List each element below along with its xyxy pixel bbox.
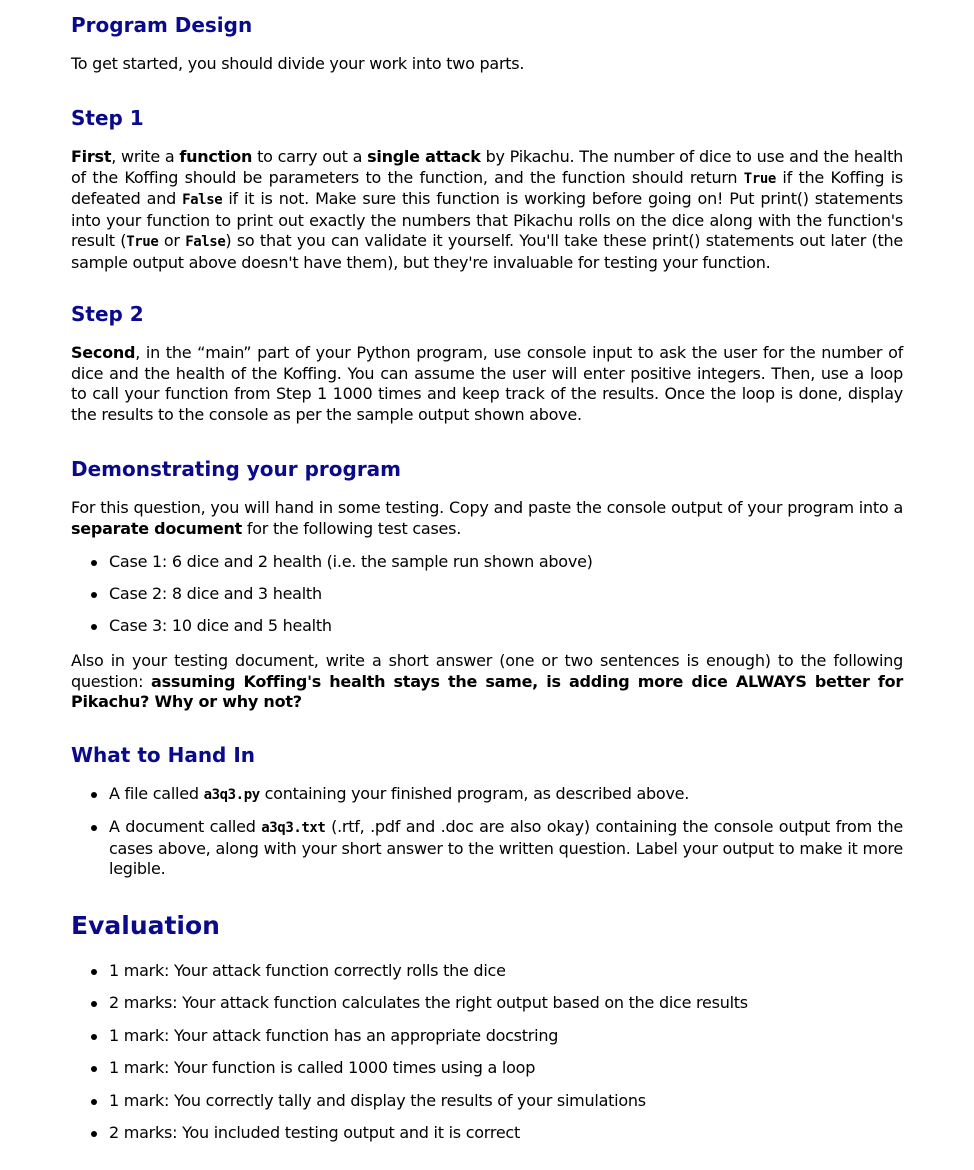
list-item: 1 mark: Your function is called 1000 times using a loop: [71, 1058, 903, 1079]
list-item: 1 mark: Your attack function has an appropriate docstring: [71, 1026, 903, 1047]
question-paragraph: Also in your testing document, write a short answer (one or two sentences is enough) to the following question: assuming Koffing's health stays the same, is adding more dice ALWAYS better for Pikachu? Why or why not?: [71, 651, 903, 712]
list-item: 2 marks: Your attack function calculates the right output based on the dice results: [71, 993, 903, 1014]
program-design-intro: To get started, you should divide your work into two parts.: [71, 54, 525, 73]
list-item: Case 3: 10 dice and 5 health: [71, 616, 903, 637]
list-item: 1 mark: You correctly tally and display the results of your simulations: [71, 1091, 903, 1112]
demonstrating-paragraph: For this question, you will hand in some testing. Copy and paste the console output of your program into a separate document for the following test cases.: [71, 498, 903, 538]
step1-heading: Step 1: [71, 106, 144, 130]
list-item: 1 mark: Your attack function correctly rolls the dice: [71, 961, 903, 982]
list-item: 2 marks: You included testing output and it is correct: [71, 1123, 903, 1144]
list-item: A document called a3q3.txt (.rtf, .pdf and .doc are also okay) containing the console output from the cases above, along with your short answer to the written question. Label your output to make it more legible.: [71, 817, 903, 880]
program-design-heading: Program Design: [71, 13, 253, 37]
list-item: A file called a3q3.py containing your finished program, as described above.: [71, 784, 903, 806]
step1-paragraph: First, write a function to carry out a single attack by Pikachu. The number of dice to use and the health of the Koffing should be parameters to the function, and the function should return True if the Koffing is defeated and False if it is not. Make sure this function is working before going on! Put print() statements into your function to print out exactly the numbers that Pikachu rolls on the dice along with the function's result (True or False) so that you can validate it yourself. You'll take these print() statements out later (the sample output above doesn't have them), but they're invaluable for testing your function.: [71, 147, 904, 272]
demonstrating-heading: Demonstrating your program: [71, 457, 402, 481]
list-item: Case 1: 6 dice and 2 health (i.e. the sample run shown above): [71, 552, 903, 573]
list-item: Case 2: 8 dice and 3 health: [71, 584, 903, 605]
test-cases-list: [71, 552, 903, 637]
step2-paragraph: Second, in the “main” part of your Python program, use console input to ask the user for the number of dice and the health of the Koffing. You can assume the user will enter positive integers. Then, use a loop to call your function from Step 1 1000 times and keep track of the results. Once the loop is done, display the results to the console as per the sample output shown above.: [71, 343, 903, 424]
evaluation-list: [71, 961, 903, 1144]
hand-in-heading: What to Hand In: [71, 743, 256, 767]
evaluation-heading: Evaluation: [71, 911, 220, 940]
step2-heading: Step 2: [71, 302, 144, 326]
hand-in-list: [71, 784, 903, 880]
